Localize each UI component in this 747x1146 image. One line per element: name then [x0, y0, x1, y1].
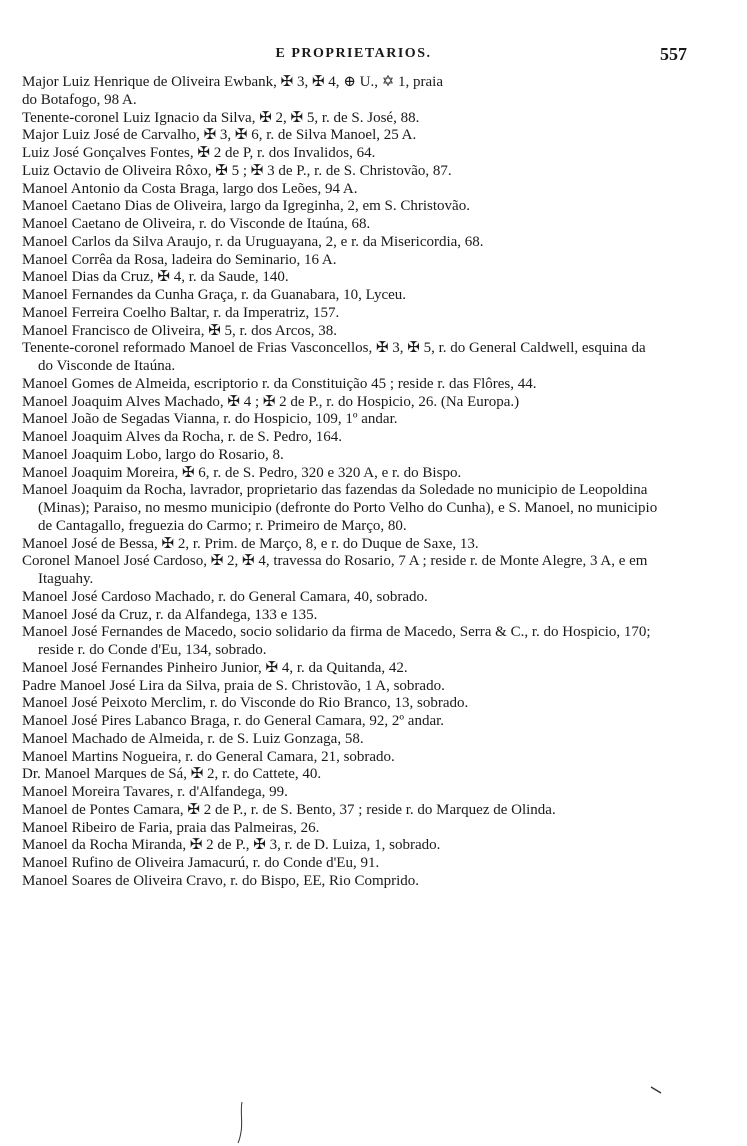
directory-entry: Luiz Octavio de Oliveira Rôxo, ✠ 5 ; ✠ 3 de P., r. de S. Christovão, 87. [22, 162, 452, 179]
directory-entry: Manoel José Cardoso Machado, r. do General Camara, 40, sobrado. [22, 588, 428, 605]
stray-pen-mark [237, 1100, 245, 1144]
directory-entry: do Botafogo, 98 A. [22, 91, 137, 108]
directory-entry: Manoel Fernandes da Cunha Graça, r. da Guanabara, 10, Lyceu. [22, 287, 407, 303]
directory-entry: Coronel Manoel José Cardoso, ✠ 2, ✠ 4, travessa do Rosario, 7 A ; reside r. de Monte Alegre, 3 A, e em Itaguahy. [22, 553, 648, 587]
directory-entry: Manoel da Rocha Miranda, ✠ 2 de P., ✠ 3, r. de D. Luiza, 1, sobrado. [22, 837, 441, 854]
directory-entry: Manoel Francisco de Oliveira, ✠ 5, r. dos Arcos, 38. [22, 322, 338, 339]
directory-entry: Tenente-coronel reformado Manoel de Frias Vasconcellos, ✠ 3, ✠ 5, r. do General Caldwell, esquina da do Visconde de Itaúna. [22, 340, 646, 374]
directory-entry: Manoel João de Segadas Vianna, r. do Hospicio, 109, 1º andar. [22, 411, 398, 428]
directory-entry: Manoel Ribeiro de Faria, praia das Palmeiras, 26. [22, 819, 320, 836]
directory-entry: Manoel Moreira Tavares, r. d'Alfandega, 99. [22, 784, 288, 800]
directory-entry: Padre Manoel José Lira da Silva, praia de S. Christovão, 1 A, sobrado. [22, 677, 445, 694]
running-head: E PROPRIETARIOS. [275, 46, 432, 61]
directory-entry: Manoel Machado de Almeida, r. de S. Luiz Gonzaga, 58. [22, 730, 364, 747]
directory-entries [22, 74, 662, 891]
directory-entry: Manoel Joaquim Moreira, ✠ 6, r. de S. Pedro, 320 e 320 A, e r. do Bispo. [22, 464, 462, 481]
directory-entry: Manoel de Pontes Camara, ✠ 2 de P., r. de S. Bento, 37 ; reside r. do Marquez de Olinda. [22, 801, 556, 818]
directory-entry: Luiz José Gonçalves Fontes, ✠ 2 de P, r. dos Invalidos, 64. [22, 145, 376, 161]
directory-entry: Manoel Martins Nogueira, r. do General Camara, 21, sobrado. [22, 748, 395, 765]
directory-entry: Manoel Gomes de Almeida, escriptorio r. da Constituição 45 ; reside r. das Flôres, 44. [22, 375, 537, 392]
directory-entry: Manoel Corrêa da Rosa, ladeira do Seminario, 16 A. [22, 251, 337, 268]
directory-entry: Dr. Manoel Marques de Sá, ✠ 2, r. do Cattete, 40. [22, 766, 322, 783]
directory-entry: Manoel Caetano Dias de Oliveira, largo da Igreginha, 2, em S. Christovão. [22, 198, 470, 215]
directory-entry: Manoel Joaquim Lobo, largo do Rosario, 8. [22, 446, 284, 463]
directory-entry: Manoel José Pires Labanco Braga, r. do General Camara, 92, 2º andar. [22, 713, 445, 729]
directory-entry: Manoel Rufino de Oliveira Jamacurú, r. do Conde d'Eu, 91. [22, 855, 380, 871]
directory-entry: Manoel Caetano de Oliveira, r. do Visconde de Itaúna, 68. [22, 216, 371, 232]
directory-entry: Manoel Soares de Oliveira Cravo, r. do Bispo, EE, Rio Comprido. [22, 872, 420, 889]
directory-entry: Manoel José da Cruz, r. da Alfandega, 133 e 135. [22, 606, 318, 623]
directory-entry: Manoel Carlos da Silva Araujo, r. da Uruguayana, 2, e r. da Misericordia, 68. [22, 233, 484, 250]
directory-entry: Manoel Joaquim Alves Machado, ✠ 4 ; ✠ 2 de P., r. do Hospicio, 26. (Na Europa.) [22, 393, 520, 410]
directory-entry: Tenente-coronel Luiz Ignacio da Silva, ✠ 2, ✠ 5, r. de S. José, 88. [22, 109, 420, 126]
directory-entry: Manoel Antonio da Costa Braga, largo dos Leões, 94 A. [22, 180, 358, 197]
directory-entry: Major Luiz José de Carvalho, ✠ 3, ✠ 6, r. de Silva Manoel, 25 A. [22, 127, 417, 144]
stray-tick-mark [650, 1085, 662, 1095]
page-number: 557 [660, 44, 687, 64]
directory-entry: Major Luiz Henrique de Oliveira Ewbank, ✠ 3, ✠ 4, ⊕ U., ✡ 1, praia [22, 74, 443, 90]
directory-entry: Manoel Joaquim Alves da Rocha, r. de S. Pedro, 164. [22, 429, 342, 445]
directory-entry: Manoel Joaquim da Rocha, lavrador, proprietario das fazendas da Soledade no municipio de Leopoldina (Minas); Paraiso, no mesmo municipio (defronte do Porto Velho do Cunha), e S. Manoel, no municipio de Cantagallo, freguezia do Carmo; r. Primeiro de Março, 80. [22, 482, 658, 534]
directory-entry: Manoel Ferreira Coelho Baltar, r. da Imperatriz, 157. [22, 304, 340, 321]
directory-entry: Manoel Dias da Cruz, ✠ 4, r. da Saude, 140. [22, 269, 289, 286]
directory-entry: Manoel José Fernandes de Macedo, socio solidario da firma de Macedo, Serra & C., r. do Hospicio, 170; reside r. do Conde d'Eu, 134, sobrado. [22, 624, 651, 658]
directory-entry: Manoel José de Bessa, ✠ 2, r. Prim. de Março, 8, e r. do Duque de Saxe, 13. [22, 535, 479, 552]
directory-entry: Manoel José Peixoto Merclim, r. do Visconde do Rio Branco, 13, sobrado. [22, 695, 469, 712]
directory-entry: Manoel José Fernandes Pinheiro Junior, ✠ 4, r. da Quitanda, 42. [22, 659, 408, 676]
page-header [20, 44, 687, 66]
